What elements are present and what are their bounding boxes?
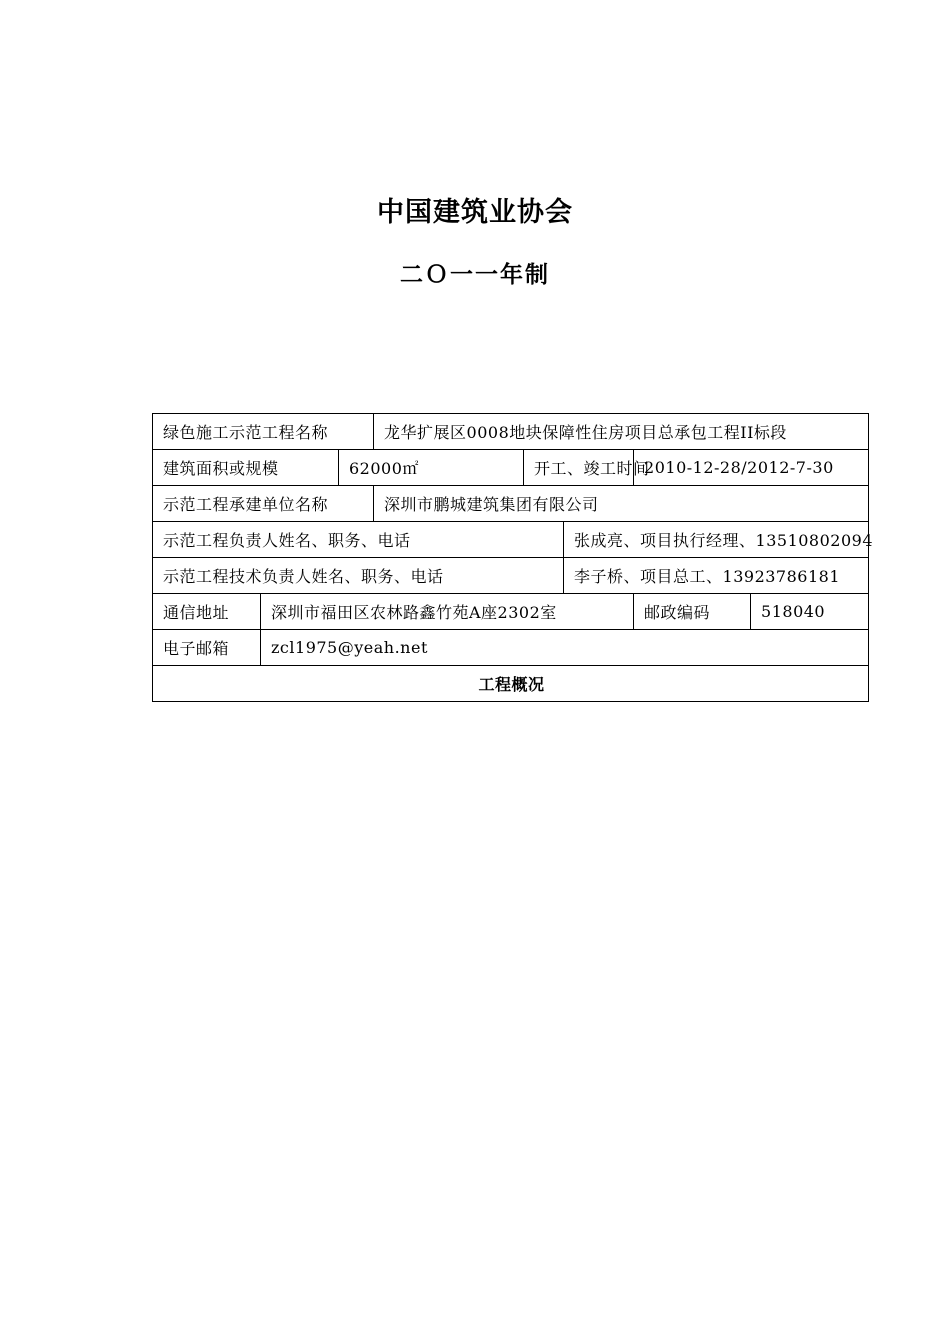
period-label: 开工、竣工时间 [524, 450, 634, 486]
table-row [153, 450, 869, 486]
project-name-label: 绿色施工示范工程名称 [153, 414, 374, 450]
builder-label: 示范工程承建单位名称 [153, 486, 374, 522]
overview-heading: 工程概况 [153, 666, 869, 702]
project-info-table [152, 413, 874, 702]
postcode-label: 邮政编码 [634, 594, 751, 630]
table-row [153, 594, 869, 630]
tech-manager-value: 李子桥、项目总工、13923786181 [564, 558, 869, 594]
address-value: 深圳市福田区农林路鑫竹苑A座2302室 [261, 594, 634, 630]
builder-value: 深圳市鹏城建筑集团有限公司 [374, 486, 869, 522]
area-label: 建筑面积或规模 [153, 450, 339, 486]
table-row [153, 666, 869, 702]
year-title: 二Ｏ一一年制 [400, 262, 550, 288]
organization-title: 中国建筑业协会 [377, 197, 573, 228]
table-row [153, 414, 869, 450]
table-row [153, 522, 869, 558]
manager-value: 张成亮、项目执行经理、13510802094 [564, 522, 869, 558]
period-value: 2010-12-28/2012-7-30 [634, 450, 869, 486]
table-row [153, 558, 869, 594]
address-label: 通信地址 [153, 594, 261, 630]
project-name-value: 龙华扩展区0008地块保障性住房项目总承包工程II标段 [374, 414, 869, 450]
manager-label: 示范工程负责人姓名、职务、电话 [153, 522, 564, 558]
table-row [153, 486, 869, 522]
email-label: 电子邮箱 [153, 630, 261, 666]
tech-manager-label: 示范工程技术负责人姓名、职务、电话 [153, 558, 564, 594]
email-value: zcl1975@yeah.net [261, 630, 869, 666]
table-row [153, 630, 869, 666]
postcode-value: 518040 [751, 594, 869, 630]
area-value: 62000㎡ [339, 450, 524, 486]
